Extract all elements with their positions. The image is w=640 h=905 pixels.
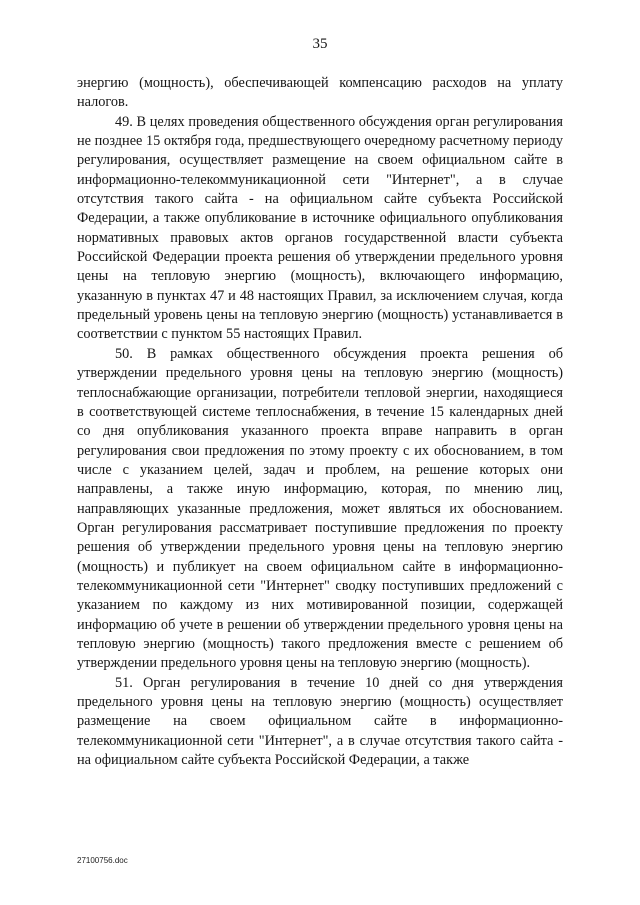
paragraph-50: 50. В рамках общественного обсуждения проекта решения об утверждении предельного уровня цены на тепловую энергию (мощность) теплоснабжающие организации, потребители тепловой энергии, находящиеся в соответствующей системе теплоснабжения, в течение 15 календарных дней со дня опубликования указанного проекта вправе направить в орган регулирования свои предложения по этому проекту с их обоснованием, в том числе с указанием целей, задач и проблем, на решение которых они направлены, а также иную информацию, которая, по мнению лиц, направляющих указанные предложения, может являться их обоснованием. Орган регулирования рассматривает поступившие предложения по проекту решения об утверждении предельного уровня цены на тепловую энергию (мощность) и публикует на своем официальном сайте в информационно-телекоммуникационной сети "Интернет" сводку поступивших предложений с указанием по каждому из них мотивированной позиции, содержащей информацию об учете в решении об утверждении предельного уровня цены на тепловую энергию (мощность) такого предложения вместе с решением об утверждении предельного уровня цены на тепловую энергию (мощность). [77, 345, 563, 672]
paragraph-51: 51. Орган регулирования в течение 10 дней со дня утверждения предельного уровня цены на тепловую энергию (мощность) осуществляет размещение на своем официальном сайте в информационно-телекоммуникационной сети "Интернет", а в случае отсутствия такого сайта - на официальном сайте субъекта Российской Федерации, а также [77, 674, 563, 769]
document-body [77, 74, 563, 770]
paragraph-continuation: энергию (мощность), обеспечивающей компенсацию расходов на уплату налогов. [77, 75, 563, 111]
page-number: 35 [312, 36, 328, 52]
paragraph-49: 49. В целях проведения общественного обсуждения орган регулирования не позднее 15 октября года, предшествующего очередному расчетному периоду регулирования, осуществляет размещение на своем официальном сайте в информационно-телекоммуникационной сети "Интернет", а в случае отсутствия такого сайта - на официальном сайте субъекта Российской Федерации, а также опубликование в источнике официального опубликования нормативных правовых актов органов государственной власти субъекта Российской Федерации проекта решения об утверждении предельного уровня цены на тепловую энергию (мощность), включающего информацию, указанную в пунктах 47 и 48 настоящих Правил, за исключением случая, когда предельный уровень цены на тепловую энергию (мощность) устанавливается в соответствии с пунктом 55 настоящих Правил. [77, 113, 563, 343]
footer-filename: 27100756.doc [77, 856, 128, 865]
